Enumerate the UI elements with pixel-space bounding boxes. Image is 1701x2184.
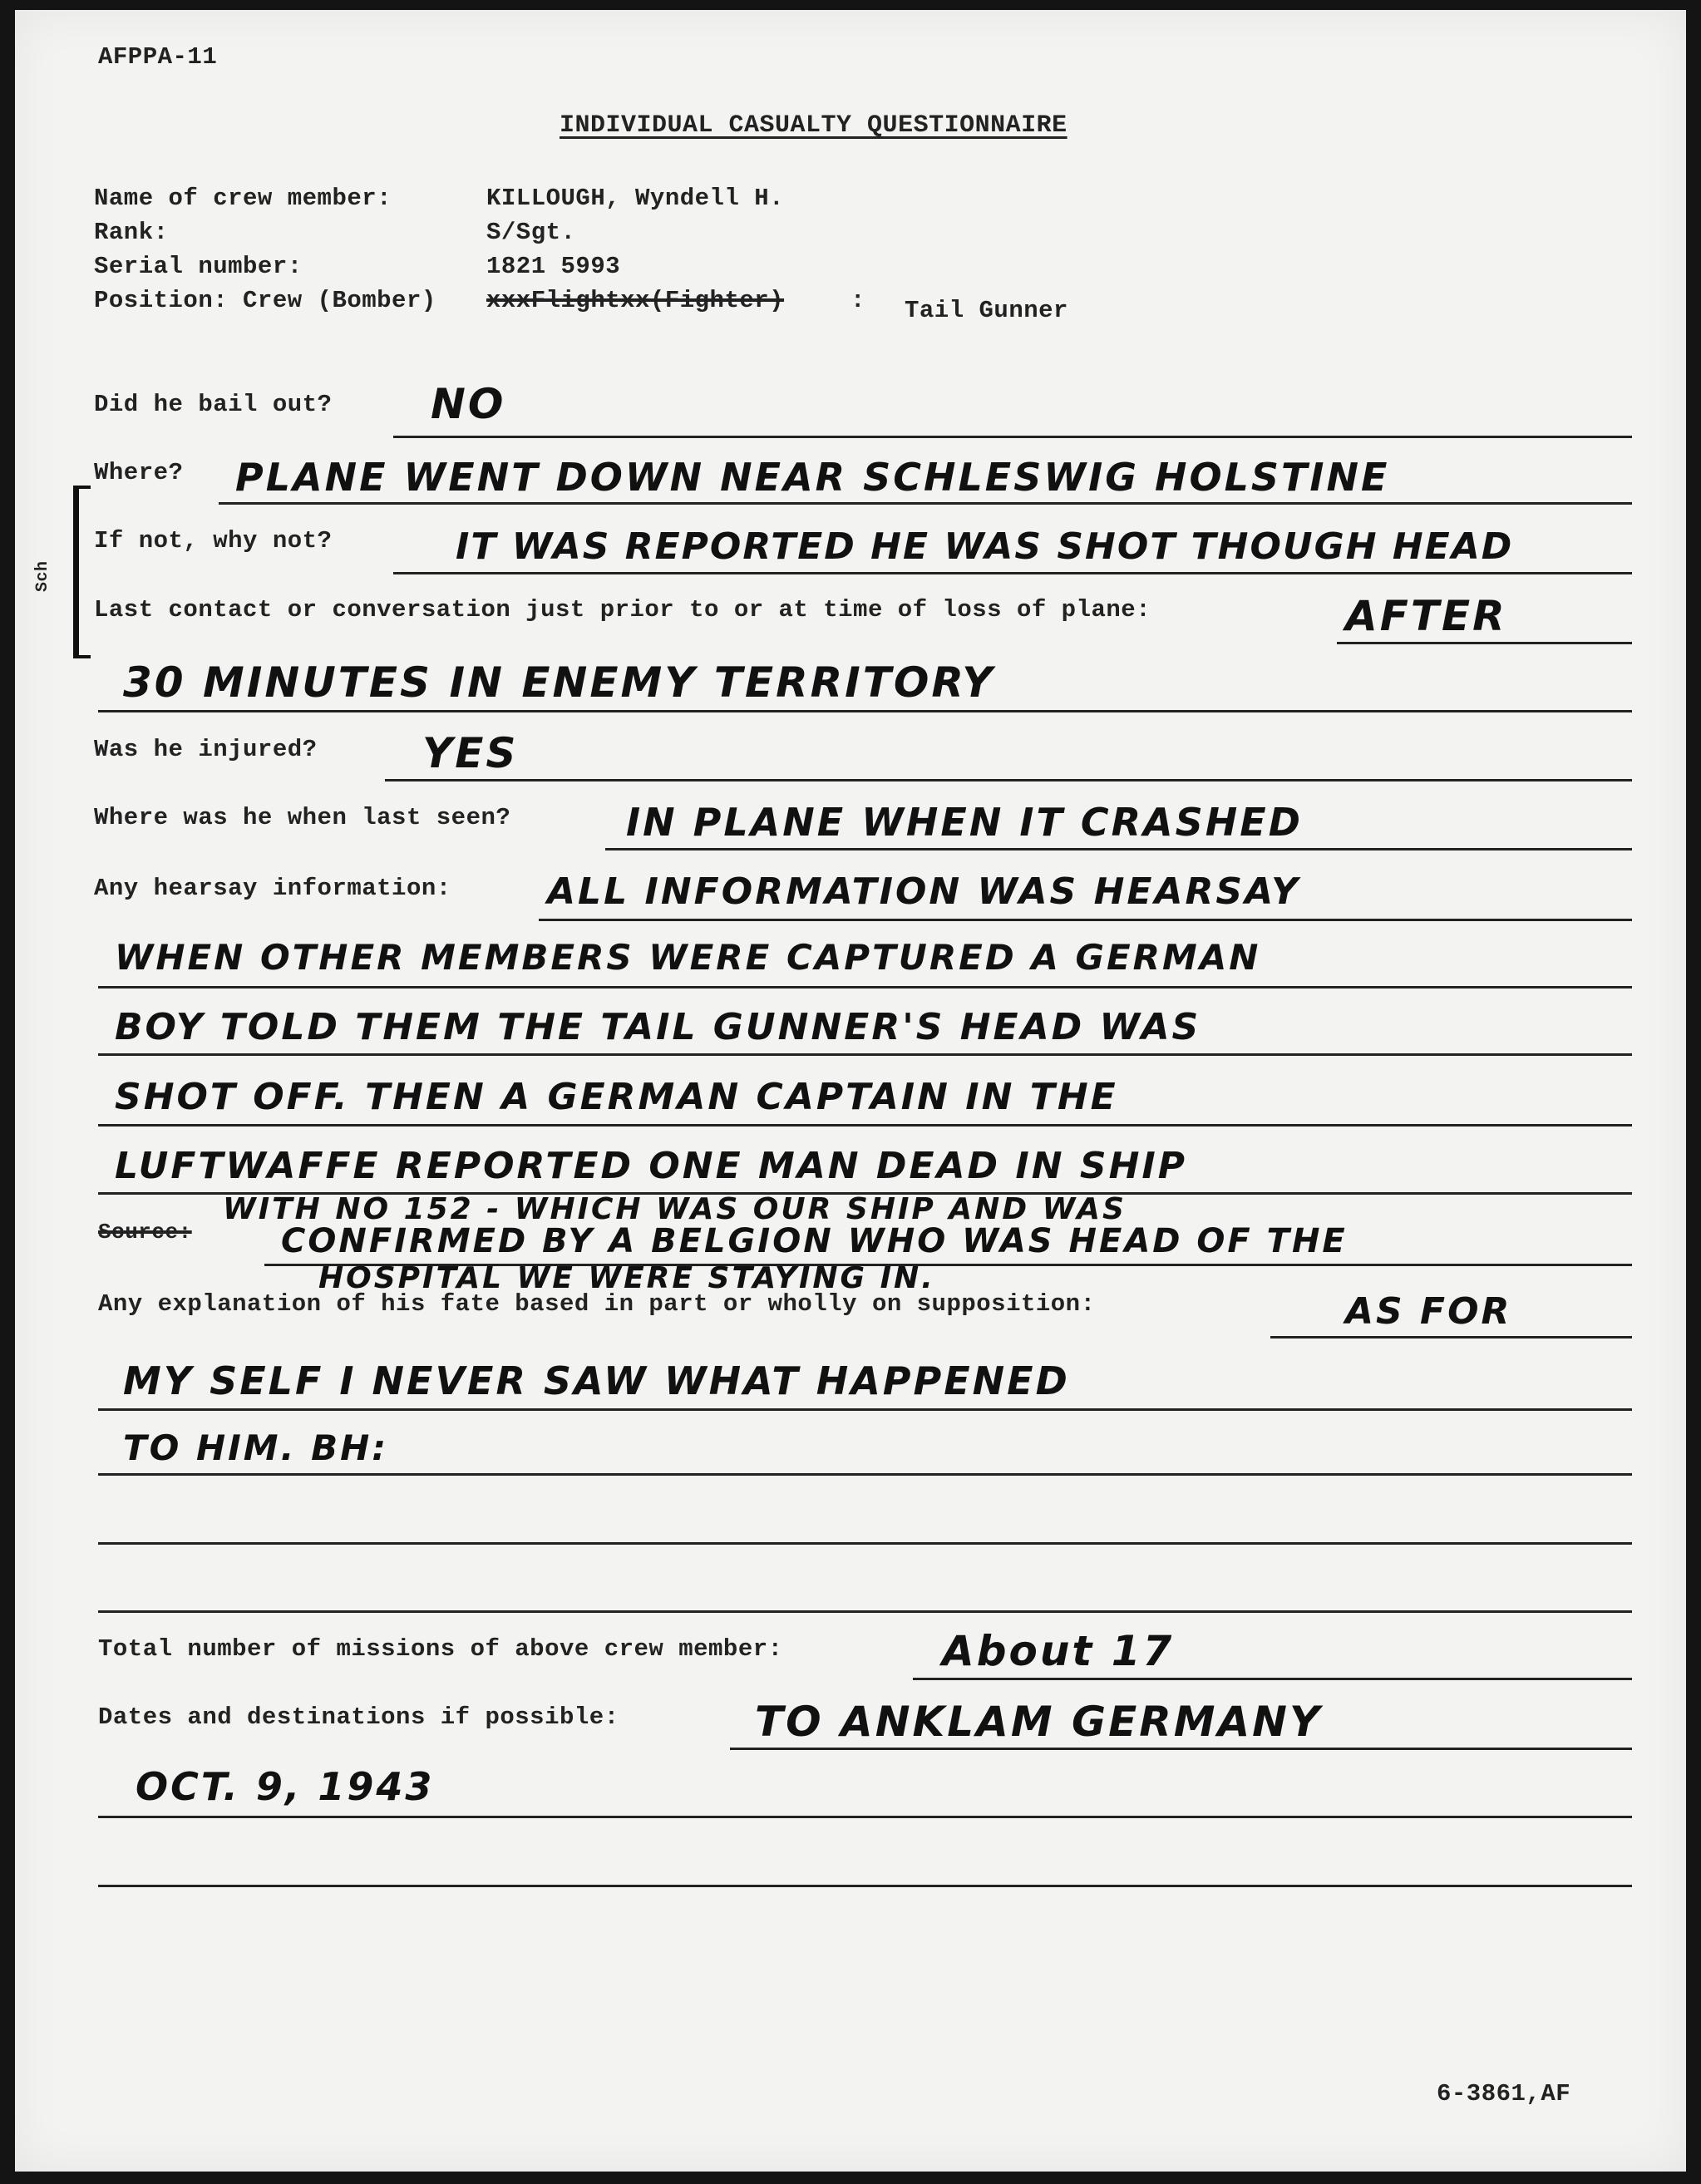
- supposition-line-5: [98, 1610, 1632, 1613]
- contact-answer-1: AFTER: [1345, 592, 1507, 640]
- supposition-answer-1: AS FOR: [1345, 1290, 1512, 1333]
- lastseen-label: Where was he when last seen?: [94, 804, 511, 831]
- bail-label: Did he bail out?: [94, 391, 333, 418]
- contact-label: Last contact or conversation just prior to or at time of loss of plane:: [94, 596, 1151, 624]
- missions-answer: About 17: [942, 1627, 1175, 1675]
- bail-line: [393, 436, 1632, 438]
- hearsay-line-2-text: WHEN OTHER MEMBERS WERE CAPTURED A GERMAN: [115, 937, 1261, 978]
- hearsay-line-2: [98, 986, 1632, 988]
- supposition-line-3: [98, 1473, 1632, 1476]
- serial-label: Serial number:: [94, 253, 303, 280]
- missions-line: [913, 1678, 1632, 1680]
- supposition-line-2: [98, 1408, 1632, 1411]
- bail-answer: NO: [431, 380, 506, 428]
- hearsay-label: Any hearsay information:: [94, 875, 451, 902]
- where-label: Where?: [94, 459, 184, 486]
- rank-value: S/Sgt.: [486, 219, 576, 246]
- injured-label: Was he injured?: [94, 736, 318, 763]
- dates-line-3: [98, 1885, 1632, 1887]
- hearsay-line-3: [98, 1053, 1632, 1056]
- name-label: Name of crew member:: [94, 185, 392, 212]
- form-title: INDIVIDUAL CASUALTY QUESTIONNAIRE: [560, 111, 1067, 140]
- supposition-answer-3: TO HIM. BH:: [123, 1427, 389, 1468]
- hearsay-line-4: [98, 1124, 1632, 1127]
- lastseen-line: [605, 848, 1632, 850]
- margin-bracket: [73, 486, 91, 658]
- source-label: Source:: [98, 1220, 192, 1245]
- hearsay-line-1: [539, 919, 1632, 921]
- supposition-line-4: [98, 1542, 1632, 1545]
- name-value: KILLOUGH, Wyndell H.: [486, 185, 785, 212]
- position-label: Position: Crew (Bomber): [94, 287, 436, 314]
- dates-line-1: [730, 1748, 1632, 1750]
- form-id: AFPPA-11: [98, 43, 218, 71]
- rank-label: Rank:: [94, 219, 169, 246]
- hearsay-line-1-text: ALL INFORMATION WAS HEARSAY: [547, 870, 1300, 913]
- position-value: Tail Gunner: [905, 297, 1068, 324]
- whynot-answer: IT WAS REPORTED HE WAS SHOT THOUGH HEAD: [456, 525, 1514, 568]
- hearsay-line-7-text: CONFIRMED BY A BELGION WHO WAS HEAD OF THE: [281, 1222, 1348, 1260]
- whynot-line: [393, 572, 1632, 574]
- injured-line: [385, 779, 1632, 781]
- where-line: [219, 502, 1632, 505]
- dates-answer-1: TO ANKLAM GERMANY: [755, 1698, 1323, 1746]
- dates-label: Dates and destinations if possible:: [98, 1703, 619, 1731]
- serial-value: 1821 5993: [486, 253, 621, 280]
- supposition-line-1: [1270, 1336, 1632, 1339]
- margin-note: Sch: [33, 560, 52, 592]
- lastseen-answer: IN PLANE WHEN IT CRASHED: [626, 800, 1303, 845]
- hearsay-line-3-text: BOY TOLD THEM THE TAIL GUNNER'S HEAD WAS: [115, 1006, 1201, 1048]
- form-number: 6-3861,AF: [1437, 2080, 1571, 2108]
- dates-answer-2: OCT. 9, 1943: [136, 1764, 435, 1809]
- position-struck-text: xxxFlightxx(Fighter): [486, 287, 785, 314]
- hearsay-line-6-text: WITH NO 152 - WHICH WAS OUR SHIP AND WAS: [223, 1192, 1127, 1226]
- dates-line-2: [98, 1816, 1632, 1818]
- injured-answer: YES: [422, 729, 519, 777]
- supposition-label: Any explanation of his fate based in part or wholly on supposition:: [98, 1290, 1096, 1318]
- contact-line-1: [1337, 642, 1632, 644]
- hearsay-line-4-text: SHOT OFF. THEN A GERMAN CAPTAIN IN THE: [115, 1076, 1118, 1118]
- where-answer: PLANE WENT DOWN NEAR SCHLESWIG HOLSTINE: [235, 455, 1390, 500]
- supposition-answer-2: MY SELF I NEVER SAW WHAT HAPPENED: [123, 1358, 1070, 1403]
- position-colon: :: [850, 287, 865, 314]
- missions-label: Total number of missions of above crew member:: [98, 1635, 783, 1663]
- contact-line-2: [98, 710, 1632, 712]
- contact-answer-2: 30 MINUTES IN ENEMY TERRITORY: [123, 658, 995, 707]
- questionnaire-page: [15, 10, 1686, 2172]
- hearsay-line-5-text: LUFTWAFFE REPORTED ONE MAN DEAD IN SHIP: [115, 1145, 1188, 1187]
- hearsay-line-8-text: HOSPITAL WE WERE STAYING IN.: [318, 1261, 935, 1295]
- whynot-label: If not, why not?: [94, 527, 333, 555]
